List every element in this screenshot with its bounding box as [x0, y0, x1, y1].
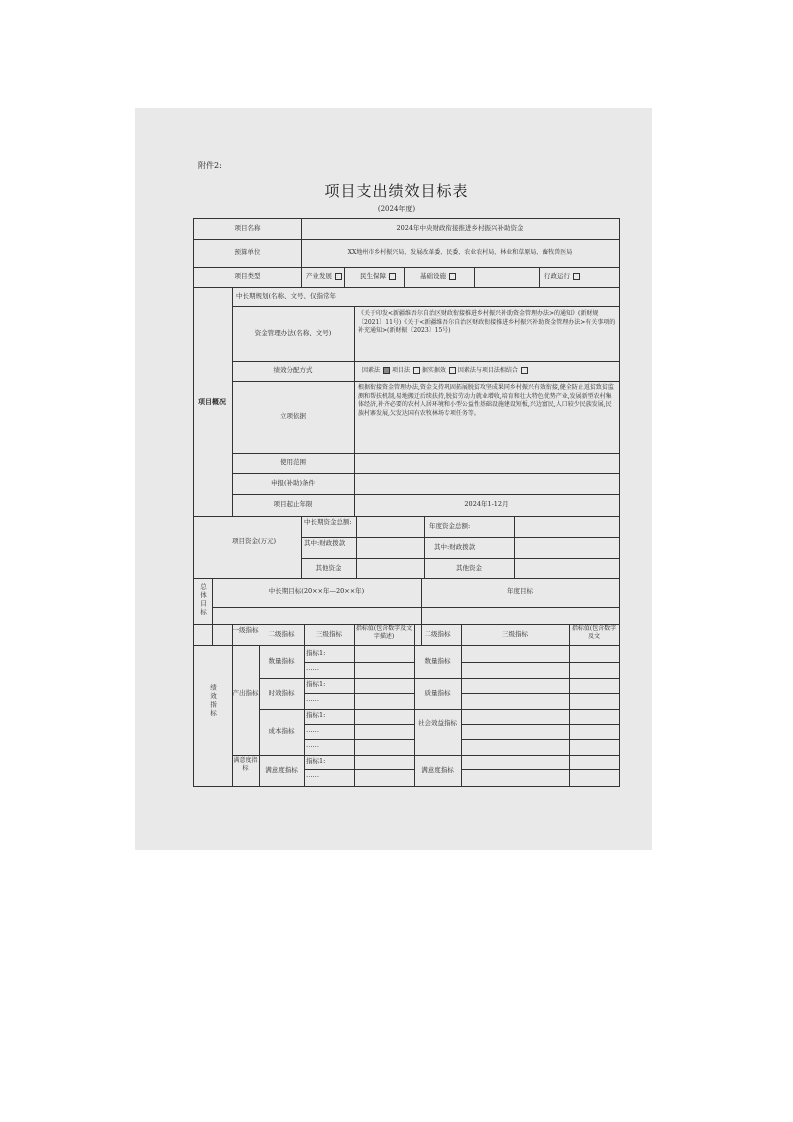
satisfaction-dots: …… — [306, 771, 319, 779]
quantity-item1: 指标1: — [306, 649, 326, 657]
right-satisfaction-indicator: 满意度指标 — [421, 766, 454, 774]
right-quantity-indicator: 数量指标 — [424, 657, 451, 665]
right-social-indicator: 社会效益指标 — [418, 719, 457, 727]
type-option-industry[interactable]: 产业发展 — [306, 272, 342, 281]
level2-header: 二级指标 — [268, 630, 295, 638]
overall-annual-label: 年度目标 — [507, 587, 533, 595]
mid-plan-label: 中长期规划(名称、文号、仅指常年 — [236, 292, 337, 300]
mid-total-label: 中长期资金总额: — [304, 518, 352, 526]
type-option-infrastructure[interactable]: 基础设施 — [420, 272, 456, 281]
timeliness-dots: …… — [306, 695, 319, 703]
year-other-label: 其他资金 — [456, 564, 482, 572]
project-name-value: 2024年中央财政衔接推进乡村振兴补助资金 — [396, 224, 524, 232]
value-header-right: 指标值(包含数字及文 — [571, 625, 617, 640]
declare-label: 申报(补助)条件 — [270, 479, 316, 487]
type-option-administration[interactable]: 行政运行 — [544, 272, 580, 281]
satisfaction-indicator-label: 满意度指标 — [233, 757, 258, 772]
overall-label: 总体目标 — [199, 583, 207, 617]
value-header: 指标值(包含数字及文字描述) — [355, 625, 413, 640]
cost-dots-1: …… — [306, 726, 319, 734]
level3-header-right: 三级指标 — [502, 630, 528, 638]
mid-fiscal-label: 其中:财政拨款 — [304, 539, 346, 547]
distribution-label: 绩效分配方式 — [273, 366, 313, 374]
right-quality-indicator: 质量指标 — [424, 689, 451, 697]
scope-label: 使用范围 — [280, 458, 306, 466]
project-name-label: 项目名称 — [234, 224, 261, 232]
fund-method-text: 《关于印发<新疆维吾尔自治区财政衔接推进乡村振兴补助资金管理办法>的通知》(新财规〔2021〕11号)《关于<新疆维吾尔自治区财政衔接推进乡村振兴补助资金管理办法>有关事项的补充通知>(新财振〔2023〕15号) — [358, 310, 616, 334]
mid-other-label: 其他资金 — [315, 564, 342, 572]
year-label: (2024年度) — [377, 205, 416, 213]
level3-header: 三级指标 — [316, 630, 342, 638]
distribution-options[interactable]: 因素法 项目法 据实据效 因素法与项目法相结合 — [362, 366, 528, 375]
budget-unit-value: XX地州市乡村振兴局、发展改革委、民委、农业农村局、林业和草原局、畜牧兽医局 — [347, 249, 573, 256]
satisfaction-sub-indicator: 满意度指标 — [265, 766, 298, 774]
fund-method-label: 资金管理办法(名称、文号) — [254, 329, 332, 337]
overall-mid-label: 中长期目标(20××年—20××年) — [268, 587, 365, 595]
budget-unit-label: 预算单位 — [234, 248, 261, 256]
satisfaction-item1: 指标1: — [306, 757, 326, 765]
cost-dots-2: …… — [306, 741, 319, 749]
timeliness-indicator: 时效指标 — [268, 689, 295, 697]
cost-indicator: 成本指标 — [268, 727, 295, 735]
page-title: 项目支出绩效目标表 — [324, 182, 469, 200]
level1-header: 一级指标 — [232, 626, 259, 634]
project-type-label: 项目类型 — [234, 272, 261, 280]
basis-text: 根据衔接资金管理办法,资金支持巩固拓展脱贫攻坚成果同乡村振兴有效衔接,健全防止返贫致贫监测和帮扶机制,易地搬迁后续扶持,脱贫劳动力就业增收,培育和壮大特色优势产业,发展新型农村集体经济,补齐必要的农村人居环境和小型公益性基础设施建设短板,兴边富民,人口较少民族发展,民族村寨发展,欠发达国有农牧林场专项任务等。 — [358, 384, 614, 417]
level2-header-right: 二级指标 — [424, 630, 451, 638]
year-fiscal-label: 其中:财政拨款 — [434, 543, 476, 551]
quantity-indicator: 数量指标 — [268, 657, 295, 665]
basis-label: 立项依据 — [280, 412, 306, 420]
performance-target-table — [193, 218, 620, 787]
cost-item1: 指标1: — [306, 711, 326, 719]
type-option-livelihood[interactable]: 民生保障 — [360, 272, 396, 281]
overview-label: 项目概况 — [198, 397, 226, 406]
output-indicator-label: 产出指标 — [232, 689, 259, 697]
funds-label: 项目资金(万元) — [231, 537, 277, 545]
indicators-section-label: 绩效指标 — [209, 684, 217, 718]
attachment-label: 附件2: — [198, 161, 222, 170]
timeliness-item1: 指标1: — [306, 680, 326, 688]
year-total-label: 年度资金总额: — [429, 522, 471, 530]
period-label: 项目起止年限 — [273, 500, 313, 508]
period-value: 2024年1-12月 — [464, 500, 509, 508]
quantity-dots: …… — [306, 664, 319, 672]
